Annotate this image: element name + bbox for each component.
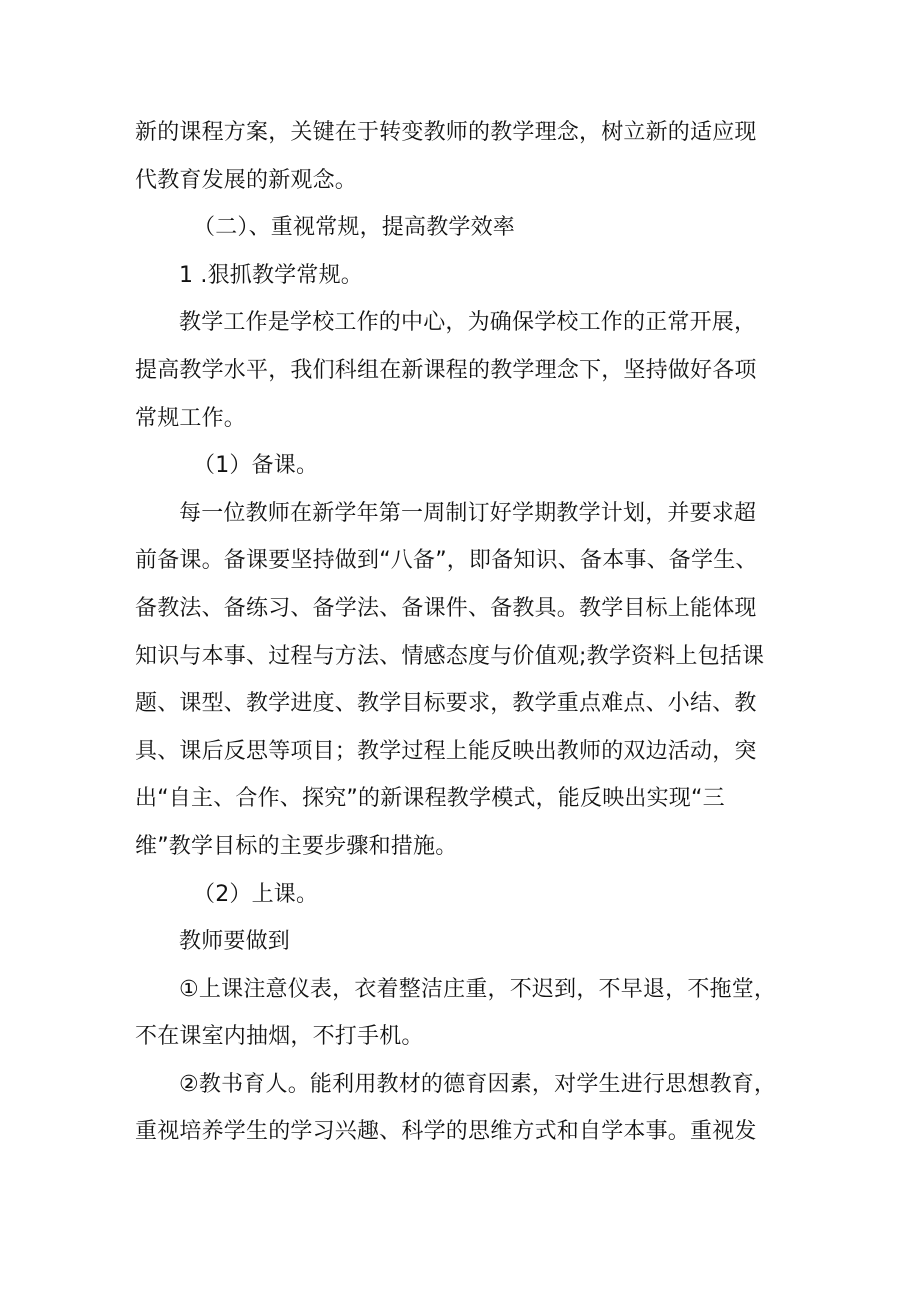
text-line: 新的课程方案，关键在于转变教师的教学理念，树立新的适应现 [135, 120, 757, 145]
text-line: 常规工作。 [135, 405, 247, 431]
text-line: 备教法、备练习、备学法、备课件、备教具。教学目标上能体现 [135, 595, 757, 621]
text-line: 提高教学水平，我们科组在新课程的教学理念下，坚持做好各项 [135, 357, 757, 383]
text-line: 不在课室内抽烟，不打手机。 [135, 1024, 424, 1050]
text-line: 每一位教师在新学年第一周制订好学期教学计划，并要求超 [179, 500, 757, 526]
document-body [135, 109, 795, 1156]
text-line: 重视培养学生的学习兴趣、科学的思维方式和自学本事。重视发 [135, 1119, 757, 1145]
text-line: （1）备课。 [193, 453, 319, 479]
text-line: 具、课后反思等项目；教学过程上能反映出教师的双边活动，突 [135, 738, 757, 764]
text-line: 出“自主、合作、探究”的新课程教学模式，能反映出实现“三 [135, 786, 725, 812]
text-line: 教师要做到 [179, 929, 291, 955]
text-line: 教学工作是学校工作的中心，为确保学校工作的正常开展， [179, 310, 757, 336]
text-line: （2）上课。 [193, 881, 319, 907]
text-line: （二）、重视常规，提高教学效率 [193, 215, 516, 241]
text-line: 1 .狠抓教学常规。 [179, 262, 363, 288]
text-line: 代教育发展的新观念。 [135, 167, 358, 193]
text-line: ②教书育人。能利用教材的德育因素，对学生进行思想教育， [179, 1071, 777, 1097]
text-line: 知识与本事、过程与方法、情感态度与价值观;教学资料上包括课 [135, 643, 765, 669]
text-line: 前备课。备课要坚持做到“八备”，即备知识、备本事、备学生、 [135, 548, 758, 574]
text-line: 题、课型、教学进度、教学目标要求，教学重点难点、小结、教 [135, 691, 757, 717]
text-line: 维”教学目标的主要步骤和措施。 [135, 833, 458, 859]
text-line: ①上课注意仪表，衣着整洁庄重，不迟到，不早退，不拖堂， [179, 976, 777, 1002]
